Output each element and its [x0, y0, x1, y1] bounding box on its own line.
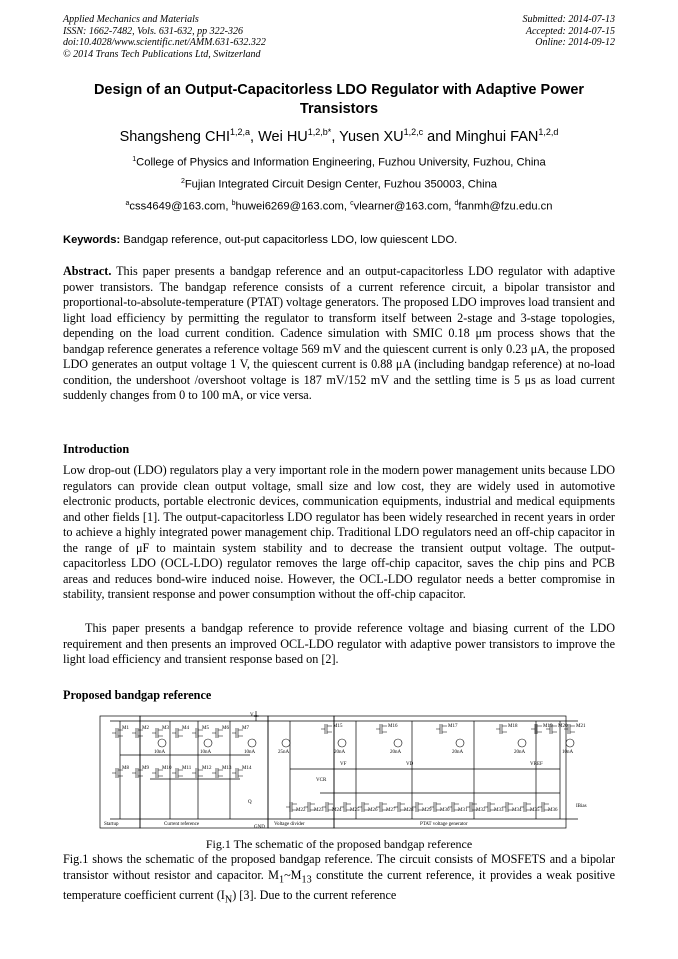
- author-sup: 1,2,d: [538, 127, 559, 137]
- transistor-label: M5: [202, 726, 209, 731]
- transistor-label: M3: [162, 726, 169, 731]
- transistor-label: M22: [296, 808, 306, 813]
- node-label: IBias: [576, 804, 587, 809]
- author-name: Wei HU: [258, 128, 308, 145]
- bandgap-schematic-figure: [90, 707, 596, 833]
- paper-title: [40, 81, 638, 119]
- transistor-label: M27: [386, 808, 396, 813]
- issn-line: ISSN: 1662-7482, Vols. 631-632, pp 322-326: [63, 25, 243, 37]
- title-line-2: Transistors: [299, 101, 379, 117]
- transistor-label: M20: [558, 724, 568, 729]
- figure-caption: Fig.1 The schematic of the proposed bandgap reference: [205, 837, 473, 851]
- author-name: Yusen XU: [339, 128, 404, 145]
- transistor-label: M21: [576, 724, 586, 729]
- transistor-label: M30: [440, 808, 450, 813]
- section-label-current-reference: Current reference: [164, 822, 200, 827]
- current-source-label: 20nA: [390, 750, 402, 755]
- email-link[interactable]: css4649@163.com,: [129, 200, 232, 213]
- email-list: $^a$css4649@163.com, $^b$huwei6269@163.com, $^c$vlearner@163.com, $^d$fanmh@fzu.edu.cn: [125, 200, 553, 213]
- doi-link[interactable]: doi:10.4028/www.scientific.net/AMM.631-632.322: [63, 37, 266, 48]
- transistor-label: M10: [162, 766, 172, 771]
- affiliation-2: $^2$Fujian Integrated Circuit Design Center, Fuzhou 350003, China: [180, 178, 498, 191]
- author-name: Shangsheng CHI: [119, 128, 230, 145]
- affiliation-1: $^1$College of Physics and Information Engineering, Fuzhou University, Fuzhou, China: [132, 156, 546, 169]
- transistor-label: M4: [182, 726, 189, 731]
- transistor-label: M34: [512, 808, 522, 813]
- node-label: Q: [248, 800, 252, 805]
- author-sup: 1,2,c: [403, 127, 424, 137]
- email-link[interactable]: fanmh@fzu.edu.cn: [458, 200, 553, 213]
- section-label-ptat: PTAT voltage generator: [420, 822, 468, 827]
- transistor-label: M26: [368, 808, 378, 813]
- transistor-label: M35: [530, 808, 540, 813]
- transistor-label: M1: [122, 726, 129, 731]
- transistor-symbol: [436, 724, 447, 734]
- transistor-label: M32: [476, 808, 486, 813]
- keywords: [63, 234, 615, 246]
- abstract-text: This paper presents a bandgap reference and an output-capacitorless LDO regulator with adaptive power transistors. The bandgap reference consists of a current reference circuit, a bipolar transistor and proportional-to-absolute-temperature (PTAT) voltage generators. The proposed LDO improves load transient and light load efficiency by permitting the regulator to transform itself between 2-stage and 3-stage topologies, depending on the load current condition. Cadence simulation with SMIC 0.18 μm process shows that the bandgap reference generates a reference voltage 569 mV and the quiescent current is only 0.23 μA, the proposed LDO generates an output voltage 1 V, the quiescent current is 0.88 μA (including bandgap reference) at no-load condition, the undershoot /overshoot voltage is 187 mV/152 mV and the settling time is 5 μs as load current suddenly changes from 0 to 100 mA, or vice versa.: [63, 264, 615, 403]
- transistor-label: M28: [404, 808, 414, 813]
- transistor-symbol: [496, 724, 507, 734]
- copyright-line: © 2014 Trans Tech Publications Ltd, Switzerland: [63, 48, 261, 60]
- vdd-label: $V_{DD}$: [250, 713, 259, 718]
- transistor-symbol: [531, 724, 542, 734]
- transistor-label: M18: [508, 724, 518, 729]
- keywords-label: Keywords:: [63, 234, 121, 246]
- transistor-label: M8: [122, 766, 129, 771]
- transistor-symbol: [376, 724, 387, 734]
- transistor-label: M13: [222, 766, 232, 771]
- keywords-text: Bandgap reference, out-put capacitorless LDO, low quiescent LDO.: [120, 234, 458, 246]
- transistor-label: M24: [332, 808, 342, 813]
- journal-name: Applied Mechanics and Materials: [63, 14, 199, 25]
- transistor-label: M6: [222, 726, 229, 731]
- transistor-label: M36: [548, 808, 558, 813]
- introduction-heading: Introduction: [63, 442, 130, 456]
- current-source-label: 10nA: [244, 750, 256, 755]
- transistor-label: M15: [333, 724, 343, 729]
- abstract-label: Abstract.: [63, 264, 112, 278]
- transistor-label: M23: [314, 808, 324, 813]
- author-sup: 1,2,b*: [307, 127, 332, 137]
- transistor-label: M33: [494, 808, 504, 813]
- journal-header: [63, 14, 266, 60]
- transistor-label: M12: [202, 766, 212, 771]
- email-link[interactable]: huwei6269@163.com,: [235, 200, 351, 213]
- node-label: VF: [340, 762, 347, 767]
- bandgap-heading: Proposed bandgap reference: [63, 688, 212, 702]
- current-source-label: 10nA: [562, 750, 574, 755]
- transistor-label: M2: [142, 726, 149, 731]
- current-source-label: 20nA: [334, 750, 346, 755]
- current-source-label: 10nA: [154, 750, 166, 755]
- transistor-label: M25: [350, 808, 360, 813]
- bandgap-paragraph: Fig.1 shows the schematic of the proposed bandgap reference. The circuit consists of MOSFETS and a bipolar transistor without resistor and capacitor. $M_1\sim M_{13}$ constitute the current reference, it provides a weak positive temperature coefficient current $(I_N)$ [3]. Due to the current reference: [63, 852, 615, 905]
- introduction-paragraph: Low drop-out (LDO) regulators play a very important role in the modern power management units because LDO regulators can provide clean output voltage, small size and low cost, they are widely used in automotive electronic products, portable electronic devices, communication equipments, industrial and medical equipments and other fields [1]. The output-capacitorless LDO regulator has been widely researched in recent years in order to achieve a highly integrated power management chip. Traditional LDO regulators need an off-chip capacitor in the range of μF to maintain system stability and to decrease the transient output voltage. The output-capacitorless LDO (OCL-LDO) regulator removes the large off-chip capacitor, saves the chip pins and PCB areas and reduces bond-wire induced noise. However, the OCL-LDO regulator needs a better compromise in stability, transient response and power consumption without the off-chip capacitor.: [63, 463, 615, 602]
- transistor-symbol: [321, 724, 332, 734]
- node-label: VREF: [530, 762, 543, 767]
- transistor-label: M19: [543, 724, 553, 729]
- author-name: Minghui FAN: [455, 128, 539, 145]
- email-link[interactable]: vlearner@163.com,: [353, 200, 455, 213]
- transistor-label: M17: [448, 724, 458, 729]
- abstract: [63, 264, 615, 404]
- transistor-label: M14: [242, 766, 252, 771]
- section-label-startup: Startup: [104, 822, 119, 827]
- accepted-date: Accepted: 2014-07-15: [525, 25, 615, 37]
- gnd-label: GND: [254, 825, 265, 830]
- current-source-label: 10nA: [200, 750, 212, 755]
- transistor-label: M11: [182, 766, 192, 771]
- current-source-label: 20nA: [514, 750, 526, 755]
- current-source-label: 25nA: [278, 750, 290, 755]
- transistor-label: M29: [422, 808, 432, 813]
- node-label: VCR: [316, 778, 327, 783]
- section-label-voltage-divider: Voltage divider: [274, 822, 305, 827]
- title-line-1: Design of an Output-Capacitorless LDO Regulator with Adaptive Power: [93, 82, 585, 98]
- online-date: Online: 2014-09-12: [535, 37, 615, 48]
- dates-header: [523, 14, 616, 49]
- node-label: VD: [406, 762, 414, 767]
- transistor-label: M16: [388, 724, 398, 729]
- submitted-date: Submitted: 2014-07-13: [522, 14, 615, 25]
- transistor-label: M31: [458, 808, 468, 813]
- transistor-label: M9: [142, 766, 149, 771]
- introduction-paragraph: This paper presents a bandgap reference to provide reference voltage and biasing current of the LDO requirement and then presents an improved OCL-LDO regulator with adaptive power transistors to improve the light load efficiency and transient response based on [2].: [63, 621, 615, 667]
- current-source-label: 20nA: [452, 750, 464, 755]
- author-sup: 1,2,a: [230, 127, 251, 137]
- transistor-label: M7: [242, 726, 249, 731]
- author-list: Shangsheng CHI$^{1,2,a}$, Wei $HU^{1,2,b*}$, Yusen XU$^{1,2,c}$ and Minghui FAN$^{1,2,d}$: [119, 127, 559, 145]
